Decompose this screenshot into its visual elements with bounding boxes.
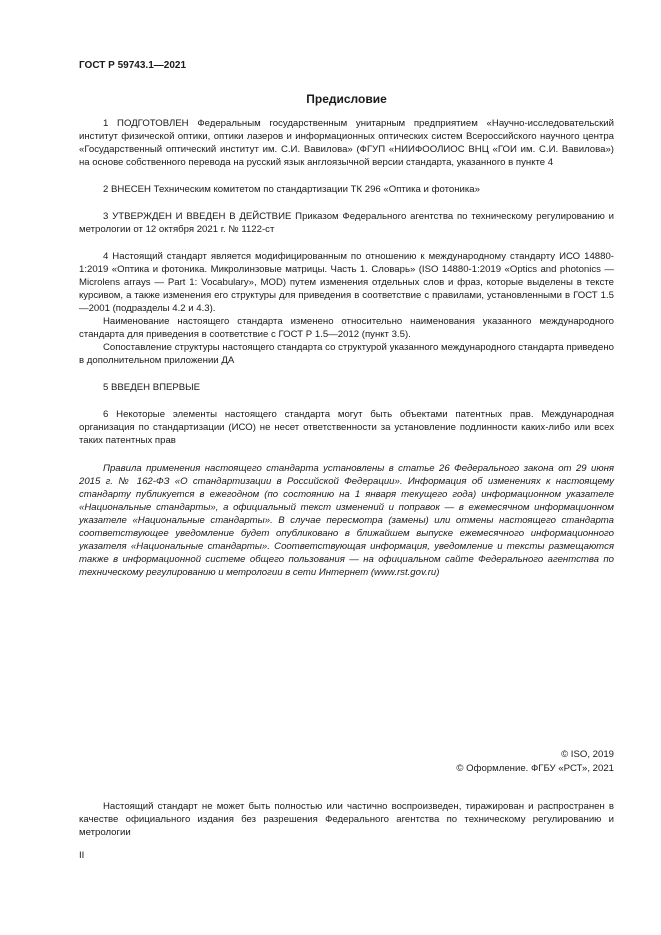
paragraph-6: 6 Некоторые элементы настоящего стандарта могут быть объектами патентных прав. Международная организация по стандартизации (ИСО) не несет ответственности за установление подлинности каких-либо или всех таких патентных прав [79, 409, 614, 446]
paragraph-1: 1 ПОДГОТОВЛЕН Федеральным государственным унитарным предприятием «Научно-исследовательский институт физической оптики, оптики лазеров и информационных оптических систем Всероссийского научного центра «Государственный оптический институт им. С.И. Вавилова» (ФГУП «НИИФООЛИОС ВНЦ «ГОИ им. С.И. Вавилова») на основе собственного перевода на русский язык англоязычной версии стандарта, указанного в пункте 4 [79, 118, 614, 168]
page-number: II [79, 850, 85, 861]
paragraph-2: 2 ВНЕСЕН Техническим комитетом по стандартизации ТК 296 «Оптика и фотоника» [103, 184, 480, 195]
paragraph-4: 4 Настоящий стандарт является модифицированным по отношению к международному стандарту ИСО 14880-1:2019 «Оптика и фотоника. Микролинзовые матрицы. Часть 1. Словарь» (ISO 14880-1:2019 «Optics and photonics — Microlens arrays — Part 1: Vocabulary», MOD) путем изменения отдельных слов и фраз, которые выделены в тексте курсивом, а также изменения его структуры для приведения в соответствие с правилами, установленными в ГОСТ 1.5—2001 (подразделы 4.2 и 4.3). [79, 251, 614, 314]
application-rules-note: Правила применения настоящего стандарта установлены в статье 26 Федерального закона от 29 июня 2015 г. № 162-ФЗ «О стандартизации в Российской Федерации». Информация об изменениях к настоящему стандарту публикуется в ежегодном (по состоянию на 1 января текущего года) информационном указателе «Национальные стандарты», а официальный текст изменений и поправок — в ежемесячном информационном указателе «Национальные стандарты». В случае пересмотра (замены) или отмены настоящего стандарта соответствующее уведомление будет опубликовано в ближайшем выпуске ежемесячного информационного указателя «Национальные стандарты». Соответствующая информация, уведомление и тексты размещаются также в информационной системе общего пользования — на официальном сайте Федерального агентства по техническому регулированию и метрологии в сети Интернет (www.rst.gov.ru) [79, 463, 614, 578]
foreword-content [79, 93, 614, 579]
paragraph-4-structure: Сопоставление структуры настоящего стандарта со структурой указанного международного стандарта приведено в дополнительном приложении ДА [79, 342, 614, 366]
page-title: Предисловие [306, 92, 387, 106]
reproduction-notice: Настоящий стандарт не может быть полностью или частично воспроизведен, тиражирован и распространен в качестве официального издания без разрешения Федерального агентства по техническому регулированию и метрологии [79, 801, 614, 838]
paragraph-3: 3 УТВЕРЖДЕН И ВВЕДЕН В ДЕЙСТВИЕ Приказом Федерального агентства по техническому регулированию и метрологии от 12 октября 2021 г. № 1122-ст [79, 211, 614, 235]
copyright-design: © Оформление. ФГБУ «РСТ», 2021 [456, 763, 614, 774]
copyright-iso: © ISO, 2019 [561, 749, 614, 760]
paragraph-4-name-change: Наименование настоящего стандарта изменено относительно наименования указанного международного стандарта для приведения в соответствие с ГОСТ Р 1.5—2012 (пункт 3.5). [79, 316, 614, 340]
paragraph-5: 5 ВВЕДЕН ВПЕРВЫЕ [103, 382, 201, 393]
standard-id-header: ГОСТ Р 59743.1—2021 [79, 60, 187, 71]
copyright-block [456, 748, 614, 776]
